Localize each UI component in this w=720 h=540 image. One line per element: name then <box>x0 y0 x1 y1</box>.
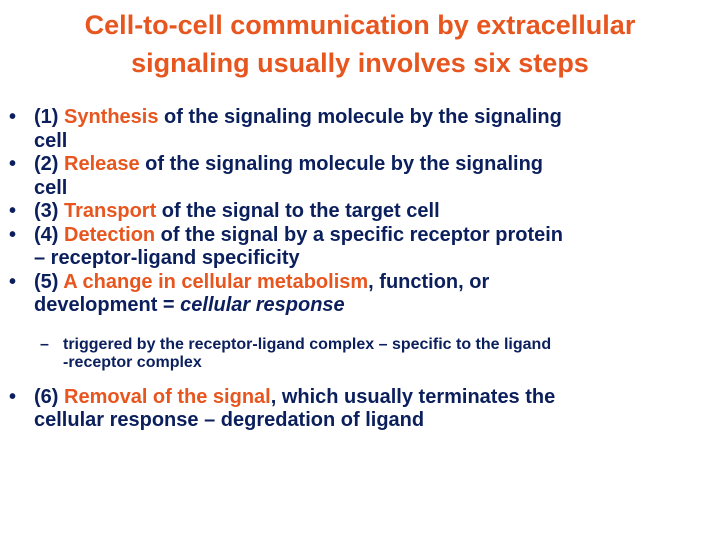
bullet-icon: • <box>9 223 17 246</box>
step-4: • (4) Detection of the signal by a specific receptor protein – receptor-ligand specificity <box>9 223 563 269</box>
slide-title <box>0 6 720 82</box>
steps-list <box>0 106 720 433</box>
sub-item: – triggered by the receptor-ligand complex – specific to the ligand -receptor complex <box>40 335 552 371</box>
step-1: • (1) Synthesis of the signaling molecule by the signaling cell <box>9 106 562 152</box>
step-keyword: Release <box>64 153 140 175</box>
step-keyword: Removal of the signal <box>64 385 271 408</box>
step-3: • (3) Transport of the signal to the target cell <box>9 200 440 222</box>
bullet-icon: • <box>9 385 17 408</box>
step-5: • (5) A change in cellular metabolism, function, or development = cellular response – triggered by the receptor-ligand complex – specific to the ligand -receptor complex <box>0 271 720 372</box>
title-line-1: Cell-to-cell communication by extracellular <box>84 10 636 40</box>
step-keyword: A change in cellular metabolism <box>63 270 369 293</box>
cellular-response-term: cellular response <box>180 294 345 316</box>
step-2: • (2) Release of the signaling molecule by the signaling cell <box>9 153 544 199</box>
step-keyword: Detection <box>64 223 156 246</box>
step-6: • (6) Removal of the signal, which usually terminates the cellular response – degredation of ligand <box>9 385 556 431</box>
bullet-icon: • <box>9 106 17 128</box>
title-line-2: signaling usually involves six steps <box>131 48 589 78</box>
sub-list <box>34 336 700 372</box>
step-keyword: Synthesis <box>64 106 159 128</box>
step-keyword: Transport <box>64 200 157 222</box>
bullet-icon: • <box>9 200 17 222</box>
dash-bullet: – <box>40 335 49 353</box>
bullet-icon: • <box>9 153 17 175</box>
bullet-icon: • <box>9 270 17 293</box>
